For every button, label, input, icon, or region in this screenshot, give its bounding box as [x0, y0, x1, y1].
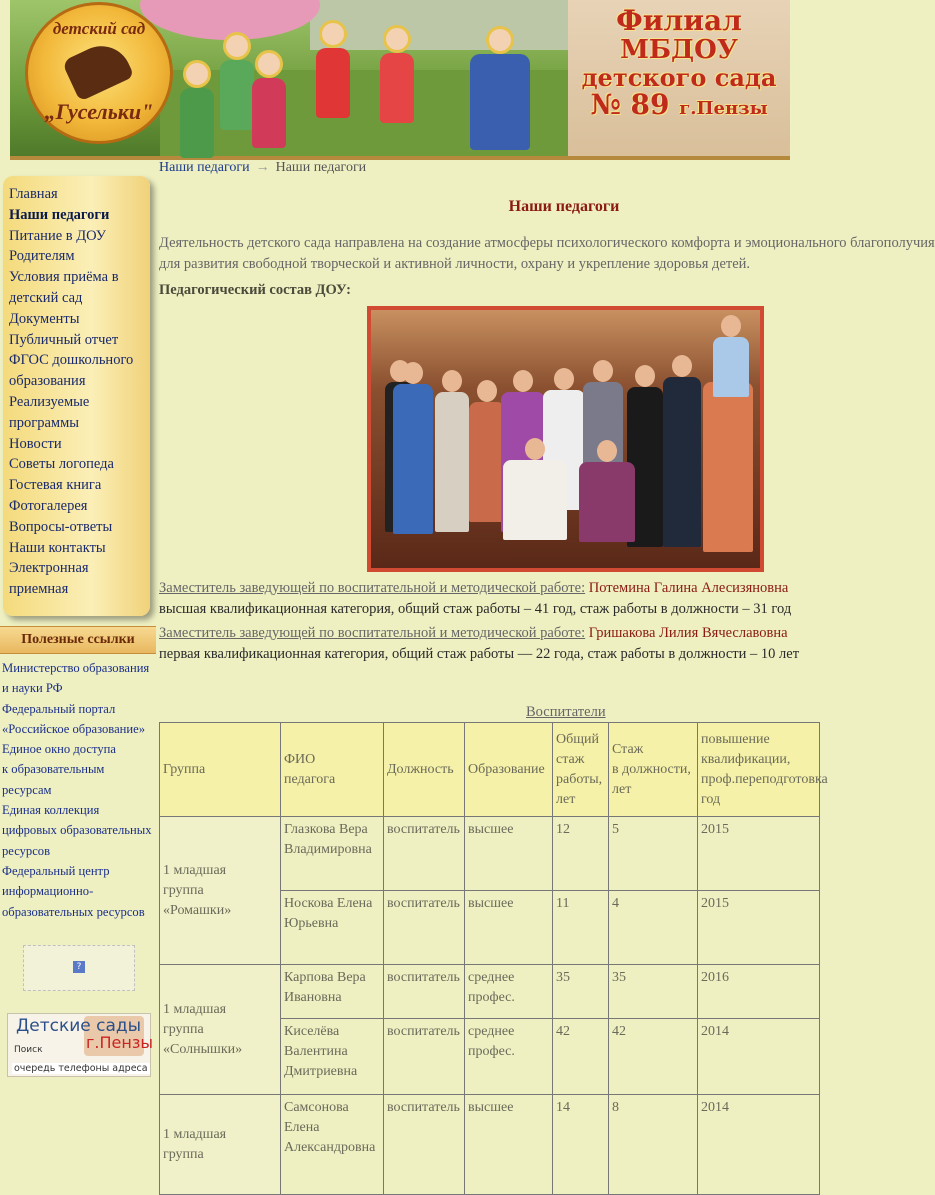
header-line: стаж: [556, 751, 585, 767]
column-header-total: [553, 723, 609, 817]
fio-line: Александровна: [284, 1140, 376, 1155]
branch-banner: [568, 0, 790, 156]
header-line: квалификации,: [701, 751, 791, 767]
total-experience-cell: 35: [553, 965, 609, 1019]
child-figure: [220, 32, 254, 130]
menu-item-documents[interactable]: Документы: [9, 310, 80, 327]
menu-item-nutrition[interactable]: Питание в ДОУ: [9, 227, 107, 244]
deputy-entry: [159, 578, 788, 599]
header-line: педагога: [284, 771, 336, 787]
group-line: 1 младшая: [163, 862, 227, 878]
table-row: [160, 965, 820, 1019]
link-line: и науки РФ: [2, 681, 63, 696]
site-header: [10, 0, 790, 160]
fio-line: Глазкова Вера: [284, 822, 368, 837]
branch-line: детского сада: [581, 63, 777, 92]
link-line: Федеральный портал: [2, 701, 116, 716]
breadcrumb-arrow: →: [255, 160, 270, 175]
education-line: среднее: [468, 970, 515, 985]
fio-line: Носкова Елена: [284, 896, 373, 911]
branch-city: г.Пензы: [679, 98, 768, 119]
link-line: «Российское образование»: [2, 721, 146, 736]
column-header-in-position: [609, 723, 698, 817]
intro-line: Деятельность детского сада направлена на создание атмосферы психологического комфорта и эмоционального благополучия: [159, 235, 935, 251]
teachers-table: [159, 722, 828, 1195]
menu-item-guestbook[interactable]: Гостевая книга: [9, 477, 102, 494]
useful-links-list: [2, 658, 156, 922]
table-row: [160, 817, 820, 891]
fio-cell: [281, 965, 384, 1019]
education-line: профес.: [468, 1044, 515, 1059]
person-figure: [713, 315, 749, 397]
table-header-row: [160, 723, 820, 817]
qualification-year-cell: 2015: [698, 891, 820, 965]
link-line: информационно-: [2, 884, 94, 899]
fio-line: Валентина: [284, 1044, 348, 1059]
qualification-year-cell: 2014: [698, 1019, 820, 1095]
teachers-section-title[interactable]: Воспитатели: [526, 704, 606, 720]
header-line: год: [701, 791, 721, 807]
deputy-entry: [159, 623, 788, 644]
qualification-year-cell: 2016: [698, 965, 820, 1019]
menu-item-photogallery[interactable]: Фотогалерея: [9, 497, 88, 514]
person-figure: [503, 438, 567, 540]
photo-image: [371, 310, 760, 568]
total-experience-cell: 42: [553, 1019, 609, 1095]
menu-item-home[interactable]: Главная: [9, 186, 58, 202]
education-line: профес.: [468, 990, 515, 1005]
fio-line: Киселёва: [284, 1024, 340, 1039]
education-cell: высшее: [465, 1095, 553, 1195]
position-cell: воспитатель: [384, 891, 465, 965]
intro-line: для развития свободной творческой и активной личности, охрану и укрепление здоровья детей.: [159, 256, 751, 272]
education-cell: [465, 965, 553, 1019]
education-cell: высшее: [465, 891, 553, 965]
position-experience-cell: 35: [609, 965, 698, 1019]
link-line: к образовательным: [2, 762, 105, 777]
position-experience-cell: 4: [609, 891, 698, 965]
main-content: [159, 186, 935, 1171]
link-line: Министерство образования: [2, 661, 150, 675]
header-line: лет: [556, 791, 576, 807]
person-figure: [435, 370, 469, 532]
banner-search-label: Поиск: [14, 1045, 43, 1055]
fio-line: Самсонова: [284, 1100, 349, 1115]
child-figure: [180, 60, 214, 158]
fio-line: Дмитриевна: [284, 1064, 358, 1079]
total-experience-cell: 14: [553, 1095, 609, 1195]
fio-cell: [281, 1095, 384, 1195]
useful-link-federal-center[interactable]: [2, 861, 156, 922]
header-photo-children: [180, 20, 570, 146]
useful-link-single-window[interactable]: [2, 739, 156, 800]
deputy-details-text: первая квалификационная категория, общий стаж работы — 22 года, стаж работы в должности – 10 лет: [159, 646, 800, 662]
menu-item-faq[interactable]: Вопросы-ответы: [9, 518, 113, 535]
group-cell: [160, 965, 281, 1095]
position-cell: воспитатель: [384, 965, 465, 1019]
person-figure: [663, 355, 701, 547]
menu-item-public-report[interactable]: Публичный отчет: [9, 331, 119, 348]
fio-line: Ивановна: [284, 990, 342, 1005]
column-header-qualification: [698, 723, 828, 817]
total-experience-cell: 12: [553, 817, 609, 891]
deputy-details: [159, 644, 799, 665]
column-header-group: Группа: [160, 723, 281, 817]
group-line: группа: [163, 1021, 204, 1037]
breadcrumb-link[interactable]: Наши педагоги: [159, 160, 250, 175]
useful-links-title: Полезные ссылки: [0, 626, 156, 654]
position-experience-cell: 8: [609, 1095, 698, 1195]
column-header-fio: [281, 723, 384, 817]
table-row: [160, 1095, 820, 1195]
branch-line: [568, 88, 790, 121]
branch-line: Филиал: [616, 4, 742, 37]
useful-link-edu-portal[interactable]: [2, 699, 156, 740]
menu-item-programs[interactable]: Реализуемые программы: [9, 393, 90, 431]
person-figure: [579, 440, 635, 542]
qualification-year-cell: 2015: [698, 817, 820, 891]
header-line: работы,: [556, 771, 603, 787]
deputy-details-text: высшая квалификационная категория, общий стаж работы – 41 год, стаж работы в должности – 31 год: [159, 601, 792, 617]
deputy-role[interactable]: Заместитель заведующей по воспитательной и методической работе:: [159, 580, 586, 596]
header-line: в должности,: [612, 761, 691, 777]
group-cell: [160, 817, 281, 965]
person-figure: [393, 362, 433, 534]
menu-item-parents[interactable]: Родителям: [9, 248, 75, 265]
fio-cell: [281, 891, 384, 965]
child-figure: [380, 25, 414, 123]
education-cell: высшее: [465, 817, 553, 891]
position-cell: воспитатель: [384, 817, 465, 891]
deputy-name: Гришакова Лилия Вячеславовна: [588, 625, 788, 641]
fio-cell: [281, 1019, 384, 1095]
position-cell: воспитатель: [384, 1019, 465, 1095]
fio-cell: [281, 817, 384, 891]
position-experience-cell: 5: [609, 817, 698, 891]
group-line: «Ромашки»: [163, 902, 232, 918]
branch-number: № 89: [590, 88, 670, 121]
fio-line: Елена: [284, 1120, 320, 1135]
header-line: Общий: [556, 731, 599, 747]
header-line: лет: [612, 781, 632, 797]
gusli-icon: [62, 36, 135, 101]
column-header-position: Должность: [384, 723, 465, 817]
menu-item-e-reception[interactable]: Электронная приемная: [9, 560, 89, 598]
adult-figure: [470, 26, 530, 150]
group-line: группа: [163, 1146, 204, 1162]
banner-subtitle: очередь телефоны адреса: [14, 1063, 148, 1074]
group-line: 1 младшая: [163, 1126, 227, 1142]
deputy-details: [159, 599, 791, 620]
group-line: группа: [163, 882, 204, 898]
logo-caption-top: детский сад: [52, 19, 146, 38]
link-line: Единое окно доступа: [2, 742, 116, 757]
banner-title: Детские сады: [16, 1016, 142, 1036]
qualification-year-cell: 2014: [698, 1095, 820, 1195]
banner-city: г.Пензы: [86, 1033, 153, 1052]
broken-image-icon: ?: [73, 961, 85, 973]
page-title: Наши педагоги: [508, 198, 620, 215]
education-cell: [465, 1019, 553, 1095]
group-cell: [160, 1095, 281, 1195]
kindergartens-banner[interactable]: [7, 1013, 151, 1077]
group-line: 1 младшая: [163, 1001, 227, 1017]
link-line: ресурсам: [2, 782, 52, 797]
breadcrumb-current: Наши педагоги: [275, 160, 367, 175]
menu-item-news[interactable]: Новости: [9, 435, 62, 452]
child-figure: [252, 50, 286, 148]
menu-item-contacts[interactable]: Наши контакты: [9, 539, 106, 556]
menu-item-admission[interactable]: Условия приёма в детский сад: [9, 269, 119, 306]
branch-line: МБДОУ: [620, 35, 738, 65]
education-line: среднее: [468, 1024, 515, 1039]
position-cell: воспитатель: [384, 1095, 465, 1195]
position-experience-cell: 42: [609, 1019, 698, 1095]
useful-link-digital-collection[interactable]: [2, 800, 156, 861]
breadcrumb: [159, 160, 366, 176]
column-header-education: Образование: [465, 723, 553, 817]
useful-link-ministry[interactable]: [2, 658, 156, 699]
fio-line: Карпова Вера: [284, 970, 366, 985]
menu-item-teachers[interactable]: Наши педагоги: [9, 206, 110, 223]
link-line: цифровых образовательных: [2, 823, 152, 838]
sidebar-menu: [3, 176, 150, 616]
menu-item-fgos[interactable]: ФГОС дошкольного образования: [9, 352, 134, 390]
menu-item-speech-therapist[interactable]: Советы логопеда: [9, 456, 114, 473]
staff-group-photo[interactable]: [367, 306, 764, 572]
total-experience-cell: 11: [553, 891, 609, 965]
deputy-name: Потемина Галина Алесизяновна: [588, 580, 789, 596]
link-line: ресурсов: [2, 843, 51, 858]
header-line: Стаж: [612, 741, 644, 757]
link-line: образовательных ресурсов: [2, 904, 145, 919]
fio-line: Юрьевна: [284, 916, 339, 931]
link-line: Единая коллекция: [2, 803, 100, 818]
header-line: повышение: [701, 731, 770, 747]
logo-caption-bottom: „Гусельки": [44, 99, 154, 124]
group-line: «Солнышки»: [163, 1041, 243, 1057]
header-line: проф.переподготовка: [701, 771, 828, 787]
staff-heading: Педагогический состав ДОУ:: [159, 282, 351, 298]
link-line: Федеральный центр: [2, 863, 110, 878]
fio-line: Владимировна: [284, 842, 372, 857]
deputy-role[interactable]: Заместитель заведующей по воспитательной и методической работе:: [159, 625, 586, 641]
header-line: ФИО: [284, 751, 316, 767]
image-placeholder[interactable]: [23, 945, 135, 991]
person-figure: [469, 380, 505, 522]
site-logo[interactable]: [25, 2, 173, 144]
child-figure: [316, 20, 350, 118]
